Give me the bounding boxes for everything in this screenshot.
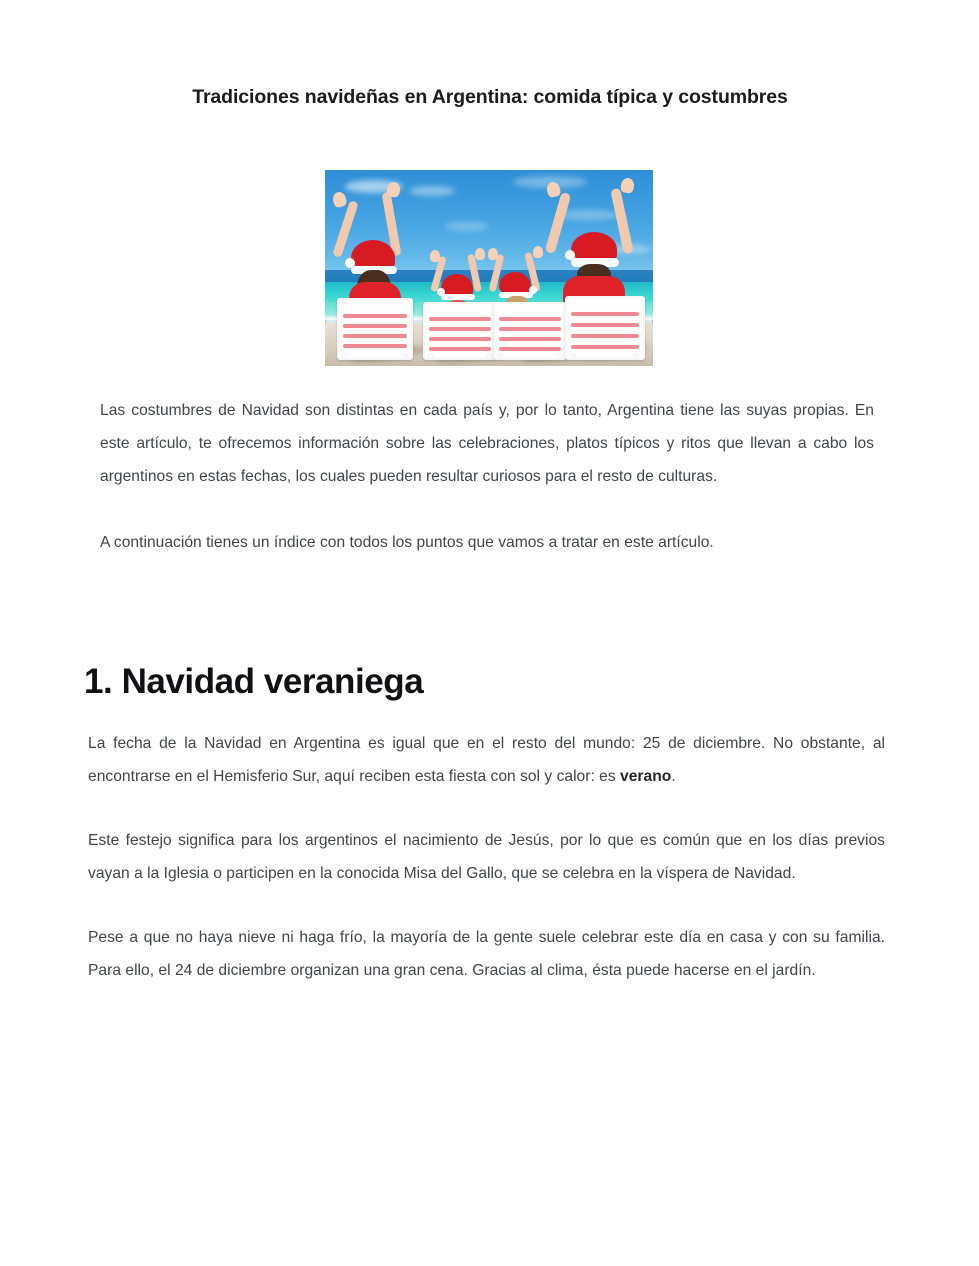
cloud-shape: [409, 186, 455, 196]
beach-christmas-family-photo: [325, 170, 653, 366]
section-1-paragraph-3: Pese a que no haya nieve ni haga frío, la mayoría de la gente suele celebrar este día en casa y con su familia. Para ello, el 24 de diciembre organizan una gran cena. Gracias al clima, ésta puede hacerse en el jardín.: [88, 929, 885, 979]
beach-chair: [493, 302, 567, 360]
intro-paragraph-2: A continuación tienes un índice con todos los puntos que vamos a tratar en este artículo.: [100, 534, 714, 551]
page-title: Tradiciones navideñas en Argentina: comida típica y costumbres: [192, 86, 788, 108]
beach-chair: [423, 302, 497, 360]
section-1-emphasis-verano: verano: [620, 768, 672, 785]
section-1-paragraph-1: [88, 727, 885, 793]
beach-chair: [337, 298, 413, 360]
section-1-body: [88, 727, 885, 987]
beach-chair: [565, 296, 645, 360]
intro-text-block: [100, 394, 874, 559]
section-heading-1: 1. Navidad veraniega: [84, 662, 424, 701]
hero-image-container: [325, 170, 653, 366]
section-1-paragraph-2: Este festejo significa para los argentinos el nacimiento de Jesús, por lo que es común que en los días previos vayan a la Iglesia o participen en la conocida Misa del Gallo, que se celebra en la víspera de Navidad.: [88, 832, 885, 882]
cloud-shape: [445, 222, 489, 231]
section-1-paragraph-1-text-b: .: [671, 768, 676, 785]
intro-paragraph-1: Las costumbres de Navidad son distintas en cada país y, por lo tanto, Argentina tiene las suyas propias. En este artículo, te ofrecemos información sobre las celebraciones, platos típicos y ritos que llevan a cabo los argentinos en estas fechas, los cuales pueden resultar curiosos para el resto de culturas.: [100, 402, 874, 485]
section-1-paragraph-1-text-a: La fecha de la Navidad en Argentina es igual que en el resto del mundo: 25 de diciembre. No obstante, al encontrarse en el Hemisferio Sur, aquí reciben esta fiesta con sol y calor: es: [88, 735, 885, 785]
